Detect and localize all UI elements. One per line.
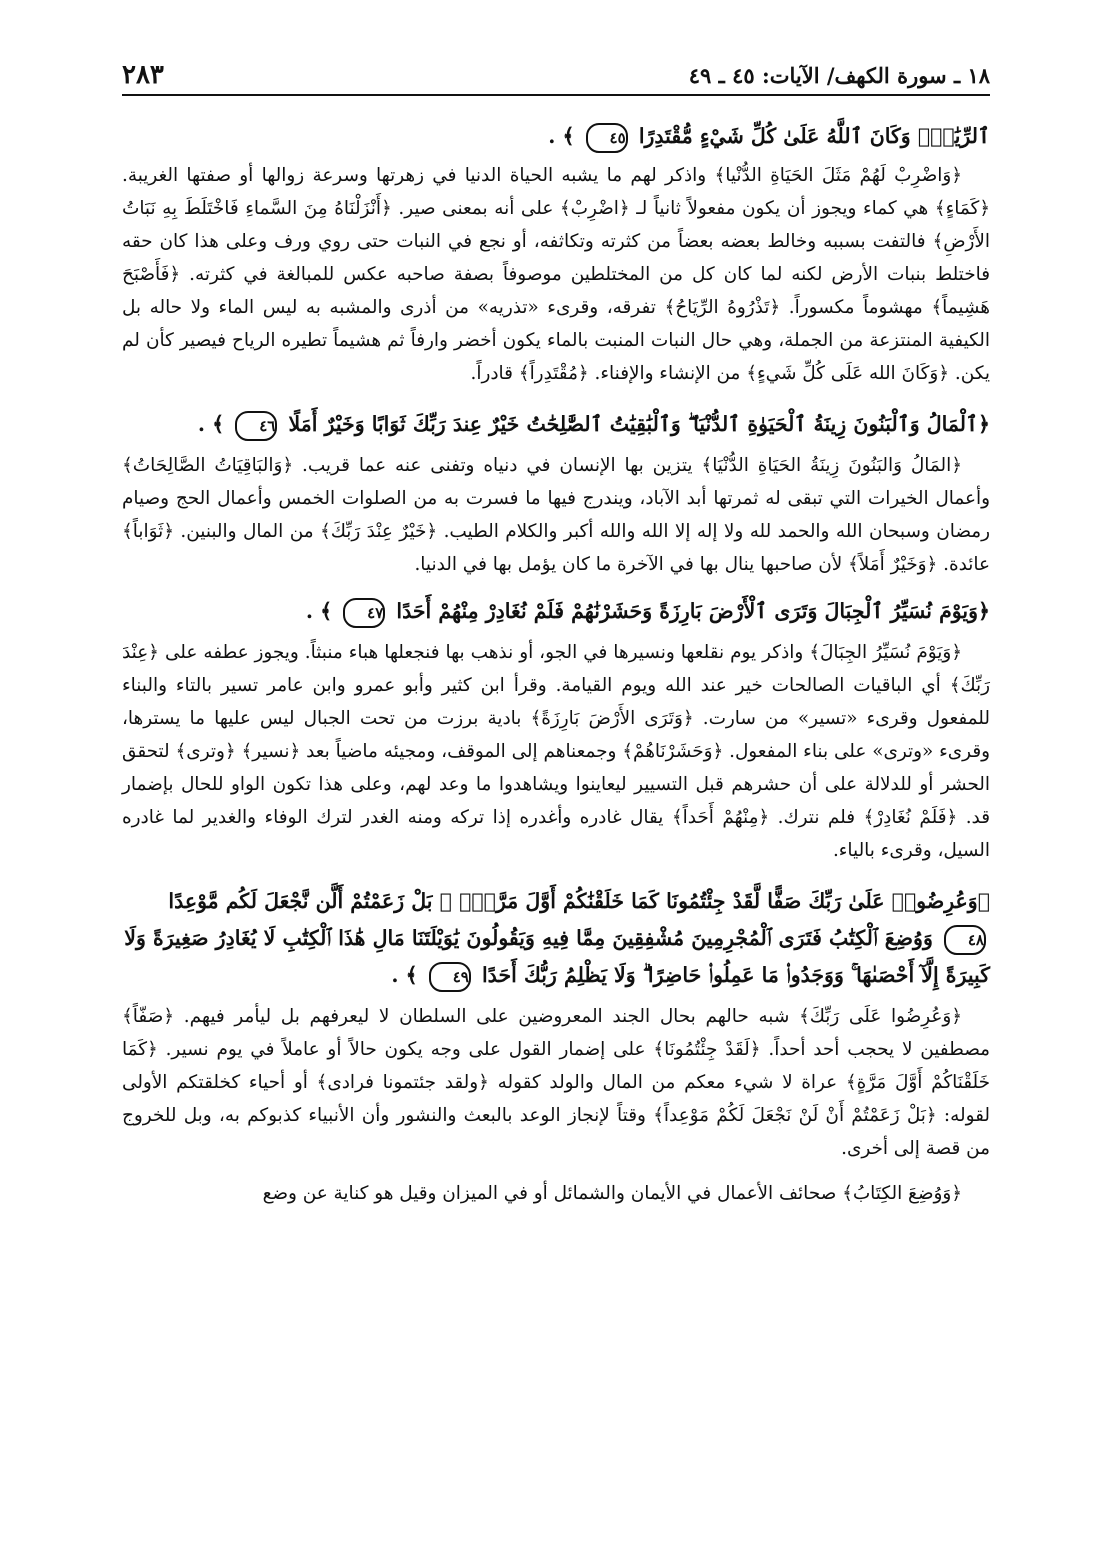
verse-text: ﴿ٱلْمَالُ وَٱلْبَنُونَ زِينَةُ ٱلْحَيَوٰةِ ٱلدُّنْيَا ۖ وَٱلْبَٰقِيَٰتُ ٱلصَّٰلِحَٰتُ خَيْرٌ عِندَ رَبِّكَ ثَوَابًا وَخَيْرٌ أَمَلًا	[288, 412, 990, 436]
verse-closing: ﴾ .	[197, 412, 225, 436]
verses-48-49	[122, 883, 990, 994]
verse-number-marker: ٤٨	[944, 925, 986, 955]
verse-number-marker: ٤٦	[235, 411, 277, 441]
verse-45	[122, 118, 990, 155]
verse-text: ﴿وَيَوْمَ نُسَيِّرُ ٱلْجِبَالَ وَتَرَى ٱلْأَرْضَ بَارِزَةً وَحَشَرْنَٰهُمْ فَلَمْ نُغَادِرْ مِنْهُمْ أَحَدًا	[396, 599, 990, 623]
verse-47	[122, 593, 990, 630]
verse-text: ٱلرِّيَٰحُۗ وَكَانَ ٱللَّهُ عَلَىٰ كُلِّ شَيْءٍ مُّقْتَدِرًا	[638, 124, 990, 148]
verse-text: ﴿وَعُرِضُوا۟ عَلَىٰ رَبِّكَ صَفًّا لَّقَدْ جِئْتُمُونَا كَمَا خَلَقْنَٰكُمْ أَوَّلَ مَرَّةٍۭ ۚ بَلْ زَعَمْتُمْ أَلَّن نَّجْعَلَ لَكُم مَّوْعِدًا	[168, 889, 990, 913]
commentary-paragraph: ﴿وَاضْرِبْ لَهُمْ مَثَلَ الحَيَاةِ الدُّنْيا﴾ واذكر لهم ما يشبه الحياة الدنيا في زهرتها وسرعة زوالها أو صفتها الغريبة. ﴿كَمَاءٍ﴾ هي كماء ويجوز أن يكون مفعولاً ثانياً لـ ﴿اضْرِبْ﴾ على أنه بمعنى صير. ﴿أَنْزَلْنَاهُ مِنَ السَّماءِ فَاخْتَلَطَ بِهِ نَبَاتُ الأَرْضِ﴾ فالتفت بسببه وخالط بعضه بعضاً من كثرته وتكاثفه، أو نجع في النبات حتى روي ورف وعلى هذا كان حقه فاختلط بنبات الأرض لكنه لما كان كل من المختلطين موصوفاً بصفة صاحبه عكس للمبالغة في كثرته. ﴿فَأَصْبَحَ هَشِيماً﴾ مهشوماً مكسوراً. ﴿تَذْرُوهُ الرِّيَاحُ﴾ تفرقه، وقرىء «تذريه» من أذرى والمشبه به ليس الماء ولا حاله بل الكيفية المنتزعة من الجملة، وهي حال النبات المنبت بالماء يكون أخضر وارفاً ثم هشيماً تطيره الرياح فيصير كأن لم يكن. ﴿وَكَانَ الله عَلَى كُلِّ شَيءٍ﴾ من الإنشاء والإفناء. ﴿مُقْتَدِراً﴾ قادراً.	[122, 165, 990, 384]
verse-closing: ﴾ .	[548, 124, 575, 148]
page-number: ٢٨٣	[122, 60, 164, 90]
commentary-paragraph: ﴿وَيَوْمَ نُسَيِّرُ الجِبَالَ﴾ واذكر يوم نقلعها ونسيرها في الجو، أو نذهب بها فنجعلها هباء منبثاً. ويجوز عطفه على ﴿عِنْدَ رَبِّكَ﴾ أي الباقيات الصالحات خير عند الله ويوم القيامة. وقرأ ابن كثير وأبو عمرو وابن عامر تسير بالتاء والبناء للمفعول وقرىء «تسير» من سارت. ﴿وَتَرَى الأَرْضَ بَارِزَةً﴾ بادية برزت من تحت الجبال ليس عليها ما يسترها، وقرىء «وترى» على بناء المفعول. ﴿وَحَشَرْنَاهُمْ﴾ وجمعناهم إلى الموقف، ومجيئه ماضياً بعد ﴿نسير﴾ ﴿وترى﴾ لتحقق الحشر أو للدلالة على أن حشرهم قبل التسيير ليعاينوا ويشاهدوا ما وعد لهم، وعلى هذا تكون الواو للحال بإضمار قد. ﴿فَلَمْ نُغَادِرْ﴾ فلم نترك. ﴿مِنْهُمْ أَحَداً﴾ يقال غادره وأغدره إذا تركه ومنه الغدر لترك الوفاء والغدير لما غادره السيل، وقرىء بالياء.	[122, 642, 990, 861]
surah-title: ١٨ ـ سورة الكهف/ الآيات: ٤٥ ـ ٤٩	[688, 63, 990, 88]
verse-text: وَوُضِعَ ٱلْكِتَٰبُ فَتَرَى ٱلْمُجْرِمِينَ مُشْفِقِينَ مِمَّا فِيهِ وَيَقُولُونَ يَٰوَيْلَتَنَا مَالِ هَٰذَا ٱلْكِتَٰبِ لَا يُغَادِرُ صَغِيرَةً وَلَا كَبِيرَةً إِلَّآ أَحْصَىٰهَا ۚ وَوَجَدُوا۟ مَا عَمِلُوا۟ حَاضِرًا ۗ وَلَا يَظْلِمُ رَبُّكَ أَحَدًا	[124, 926, 990, 987]
verse-number-marker: ٤٩	[429, 962, 471, 992]
running-header	[122, 54, 990, 96]
verse-number-marker: ٤٧	[343, 598, 385, 628]
commentary-paragraph: ﴿وَوُضِعَ الكِتَابُ﴾ صحائف الأعمال في الأيمان والشمائل أو في الميزان وقيل هو كناية عن وضع	[262, 1183, 962, 1204]
verse-closing: ﴾ .	[391, 963, 418, 987]
verse-number-marker: ٤٥	[586, 123, 628, 153]
verse-closing: ﴾ .	[305, 599, 333, 623]
commentary-paragraph: ﴿وَعُرِضُوا عَلَى رَبِّكَ﴾ شبه حالهم بحال الجند المعروضين على السلطان لا ليعرفهم بل ليأمر فيهم. ﴿صَفّاً﴾ مصطفين لا يحجب أحد أحداً. ﴿لَقَدْ جِئْتُمُونَا﴾ على إضمار القول على وجه يكون حالاً أو عاملاً في يوم نسير. ﴿كَمَا خَلَقْنَاكُمْ أَوَّلَ مَرَّةٍ﴾ عراة لا شيء معكم من المال والولد كقوله ﴿ولقد جئتمونا فرادى﴾ أو أحياء كخلقتكم الأولى لقوله: ﴿بَلْ زَعَمْتُمْ أَنْ لَنْ نَجْعَلَ لَكُمْ مَوْعِداً﴾ وقتاً لإنجاز الوعد بالبعث والنشور وأن الأنبياء كذبوكم به، وبل للخروج من قصة إلى أخرى.	[122, 1006, 990, 1159]
page-body	[122, 118, 990, 1210]
commentary-paragraph: ﴿المَالُ وَالبَنُونَ زِينَةُ الحَيَاةِ الدُّنْيَا﴾ يتزين بها الإنسان في دنياه وتفنى عنه عما قريب. ﴿وَالبَاقِيَاتُ الصَّالِحَاتُ﴾ وأعمال الخيرات التي تبقى له ثمرتها أبد الآباد، ويندرج فيها ما فسرت به من الصلوات الخمس وأعمال الحج وصيام رمضان وسبحان الله والحمد لله ولا إله إلا الله والله أكبر والكلام الطيب. ﴿خَيْرٌ عِنْدَ رَبِّكَ﴾ من المال والبنين. ﴿ثَوَاباً﴾ عائدة. ﴿وَخَيْرٌ أَمَلاً﴾ لأن صاحبها ينال بها في الآخرة ما كان يؤمل بها في الدنيا.	[122, 455, 990, 575]
verse-46	[122, 406, 990, 443]
